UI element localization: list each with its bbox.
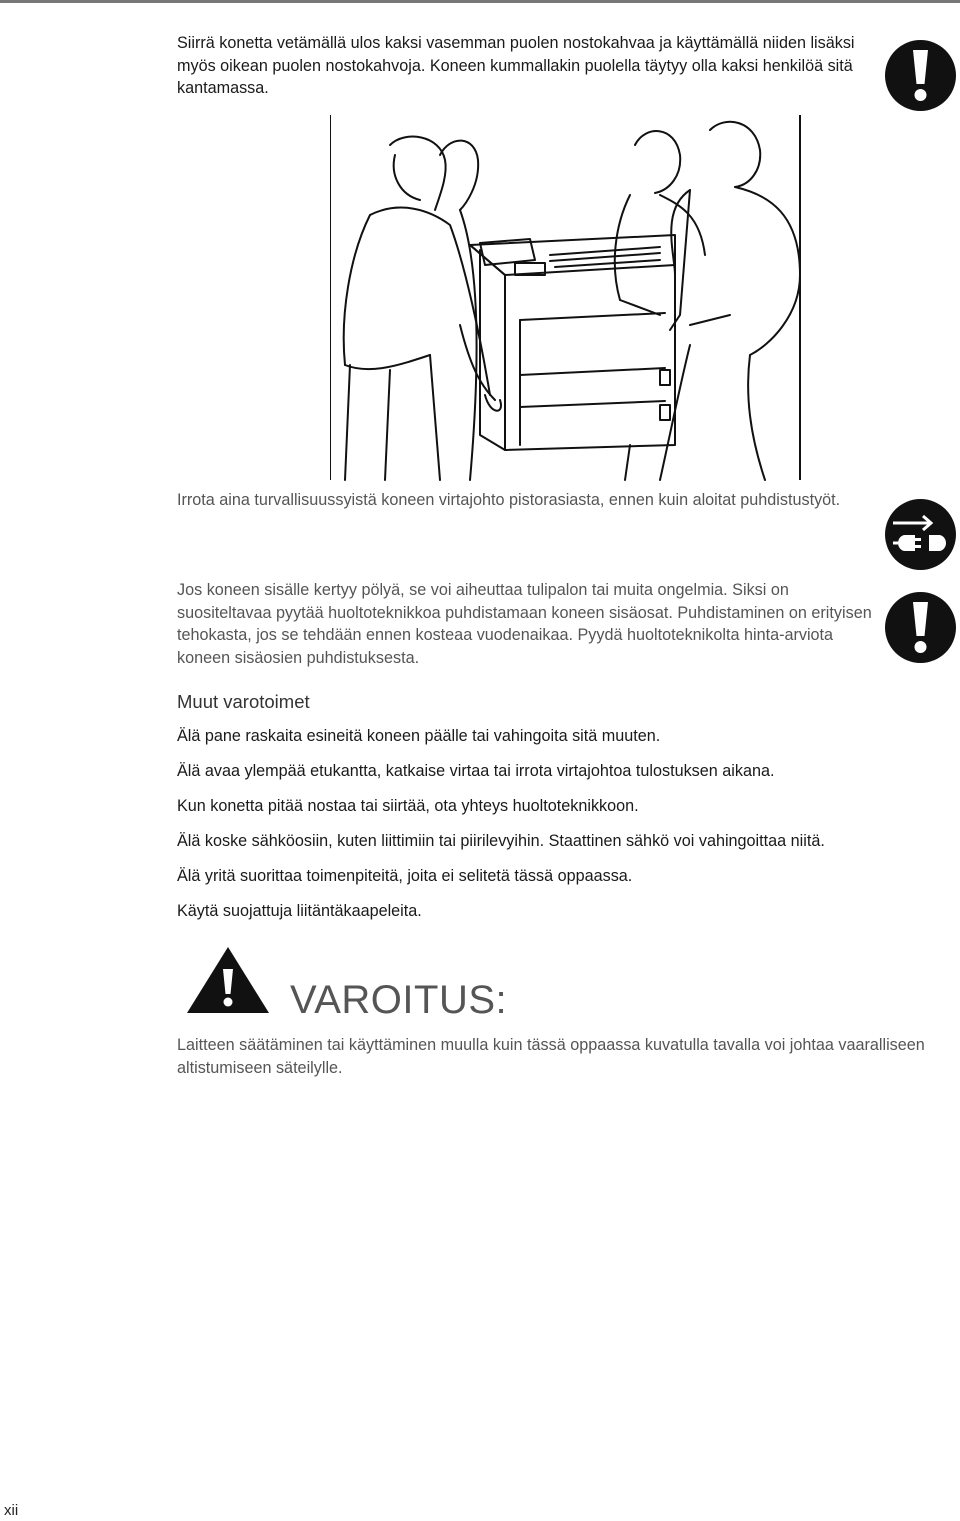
rule-item: Älä pane raskaita esineitä koneen päälle tai vahingoita sitä muuten. — [177, 727, 661, 745]
warning-text: Laitteen säätäminen tai käyttäminen muulla kuin tässä oppaassa kuvatulla tavalla voi johtaa vaaralliseen altistumiseen säteilylle. — [177, 1036, 925, 1077]
rule-item: Älä koske sähköosiin, kuten liittimiin tai piirilevyihin. Staattinen sähkö voi vahingoittaa niitä. — [177, 832, 825, 850]
rule-item: Kun konetta pitää nostaa tai siirtää, ota yhteys huoltoteknikkoon. — [177, 797, 639, 815]
exclamation-circle-icon — [885, 40, 956, 111]
warning-title: VAROITUS: — [290, 978, 508, 1022]
unplug-power-cord-icon — [885, 499, 956, 570]
dust-warning-paragraph: Jos koneen sisälle kertyy pölyä, se voi aiheuttaa tulipalon tai muita ongelmia. Siksi on suositeltavaa pyytää huoltoteknikkoa puhdistamaan koneen sisäosat. Puhdistaminen on erityisen tehokasta, jos se tehdään ennen kosteaa vuodenaikaa. Pyydä huoltoteknikolta hinta-arviota koneen sisäosien puhdistuksesta. — [177, 581, 872, 667]
section-heading: Muut varotoimet — [177, 691, 310, 712]
warning-triangle-icon — [185, 945, 271, 1015]
top-border — [0, 0, 960, 3]
moving-instructions: Siirrä konetta vetämällä ulos kaksi vasemman puolen nostokahvaa ja käyttämällä niiden lisäksi myös oikean puolen nostokahvoja. Koneen kummallakin puolella täytyy olla kaksi henkilöä sitä kantamassa. — [177, 34, 855, 98]
rule-item: Käytä suojattuja liitäntäkaapeleita. — [177, 902, 422, 920]
rule-item: Älä avaa ylempää etukantta, katkaise virtaa tai irrota virtajohtoa tulostuksen aikana. — [177, 762, 775, 780]
rule-item: Älä yritä suorittaa toimenpiteitä, joita ei selitetä tässä oppaassa. — [177, 867, 633, 885]
unplug-instructions: Irrota aina turvallisuussyistä koneen virtajohto pistorasiasta, ennen kuin aloitat puhdistustyöt. — [177, 491, 841, 509]
people-lifting-printer-illustration — [330, 115, 810, 485]
page-number: xii — [4, 1502, 19, 1519]
exclamation-circle-icon — [885, 592, 956, 663]
